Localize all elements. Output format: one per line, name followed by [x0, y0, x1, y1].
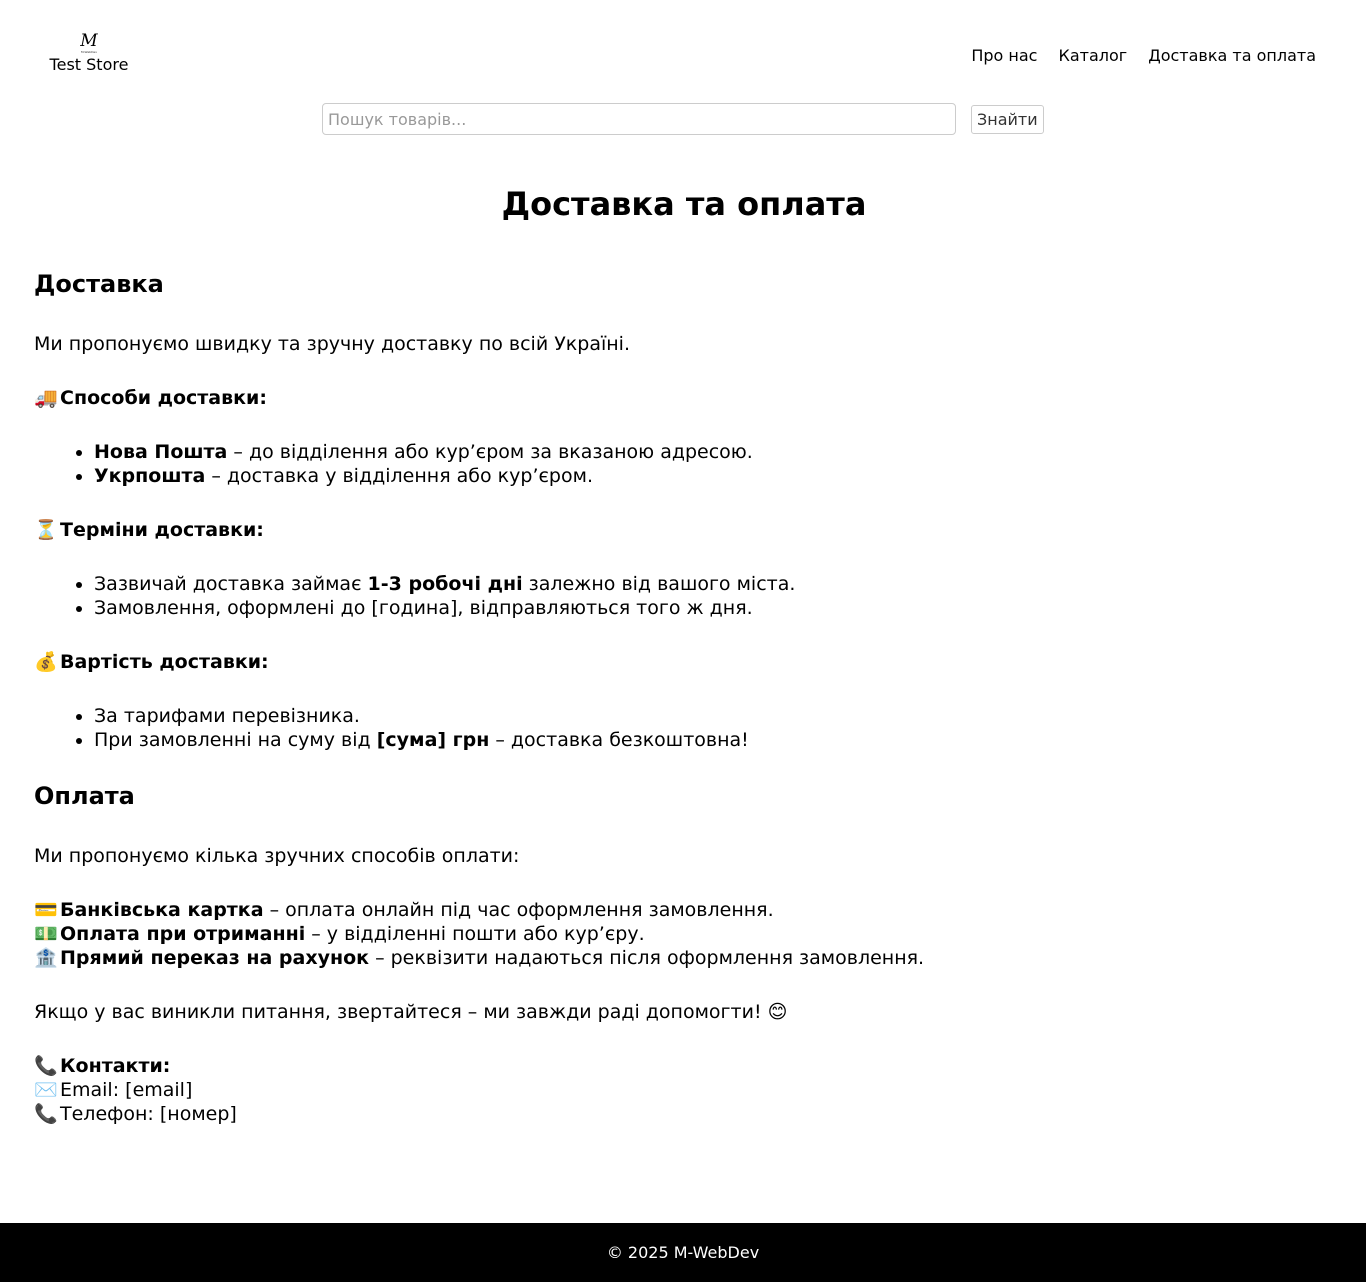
main-nav [971, 46, 1316, 65]
search-input[interactable] [322, 103, 956, 135]
list-item [94, 464, 1334, 488]
nav-about[interactable]: Про нас [971, 46, 1038, 65]
nav-catalog[interactable]: Каталог [1058, 46, 1128, 65]
list-item [94, 572, 1334, 596]
payment-method-title: Оплата при отриманні [60, 923, 306, 945]
hourglass-icon: ⏳ [34, 519, 58, 541]
carrier-name: Укрпошта [94, 465, 206, 487]
page-title: Доставка та оплата [501, 185, 867, 223]
search-button[interactable]: Знайти [971, 105, 1044, 134]
contacts-heading: Контакти: [60, 1055, 171, 1077]
terms-text: Зазвичай доставка займає [94, 573, 368, 595]
delivery-heading: Доставка [34, 270, 164, 298]
contacts-block [34, 1054, 1334, 1126]
payment-method-desc: – оплата онлайн під час оформлення замовлення. [263, 899, 774, 921]
store-logo[interactable] [48, 32, 130, 75]
delivery-terms-list [34, 572, 1334, 620]
delivery-intro: Ми пропонуємо швидку та зручну доставку по всій Україні. [34, 333, 630, 355]
envelope-icon: ✉️ [34, 1079, 58, 1101]
cost-amount: [сума] грн [376, 729, 490, 751]
site-header [0, 0, 1366, 150]
nav-delivery-payment[interactable]: Доставка та оплата [1148, 46, 1316, 65]
cost-text: – доставка безкоштовна! [489, 729, 749, 751]
list-item [94, 728, 1334, 752]
list-item [94, 440, 1334, 464]
carrier-desc: – доставка у відділення або кур’єром. [205, 465, 593, 487]
credit-card-icon: 💳 [34, 899, 58, 921]
payment-methods [34, 898, 1334, 970]
payment-method-cod [34, 923, 645, 945]
money-bag-icon: 💰 [34, 651, 58, 673]
payment-method-card [34, 899, 774, 921]
site-footer [0, 1223, 1366, 1282]
terms-days: 1-3 робочі дні [367, 573, 523, 595]
payment-method-title: Прямий переказ на рахунок [60, 947, 370, 969]
questions-note: Якщо у вас виникли питання, звертайтеся – ми завжди раді допомогти! 😊 [34, 1001, 788, 1023]
list-item: • За тарифами перевізника. [94, 704, 1334, 728]
list-item: • Замовлення, оформлені до [година], відправляються того ж дня. [94, 596, 1334, 620]
payment-heading: Оплата [34, 782, 135, 810]
payment-method-desc: – реквізити надаються після оформлення замовлення. [369, 947, 925, 969]
copyright-text: © 2025 M-WebDev [606, 1243, 760, 1262]
cost-text: При замовленні на суму від [94, 729, 377, 751]
delivery-cost-label: Вартість доставки: [60, 651, 269, 673]
truck-icon: 🚚 [34, 387, 58, 409]
delivery-terms-heading [34, 518, 1334, 542]
delivery-cost-list [34, 704, 1334, 752]
payment-method-transfer [34, 947, 924, 969]
delivery-terms-label: Терміни доставки: [60, 519, 264, 541]
logo-subtitle: M-WebDev [80, 50, 98, 54]
main-content [34, 150, 1334, 1126]
delivery-methods-label: Способи доставки: [60, 387, 267, 409]
terms-text: залежно від вашого міста. [522, 573, 796, 595]
store-name[interactable]: Test Store [49, 55, 129, 74]
carrier-name: Нова Пошта [94, 441, 228, 463]
logo-mark: M [80, 31, 98, 51]
payment-method-title: Банківська картка [60, 899, 264, 921]
contact-phone: Телефон: [номер] [60, 1103, 237, 1125]
carrier-desc: – до відділення або кур’єром за вказаною адресою. [227, 441, 753, 463]
payment-intro: Ми пропонуємо кілька зручних способів оплати: [34, 845, 520, 867]
payment-method-desc: – у відділенні пошти або кур’єру. [305, 923, 645, 945]
delivery-methods-list [34, 440, 1334, 488]
cash-icon: 💵 [34, 923, 58, 945]
phone-icon: 📞 [34, 1103, 58, 1125]
contact-email: Email: [email] [60, 1079, 193, 1101]
delivery-cost-heading [34, 650, 1334, 674]
phone-icon: 📞 [34, 1055, 58, 1077]
bank-icon: 🏦 [34, 947, 58, 969]
delivery-methods-heading [34, 386, 1334, 410]
